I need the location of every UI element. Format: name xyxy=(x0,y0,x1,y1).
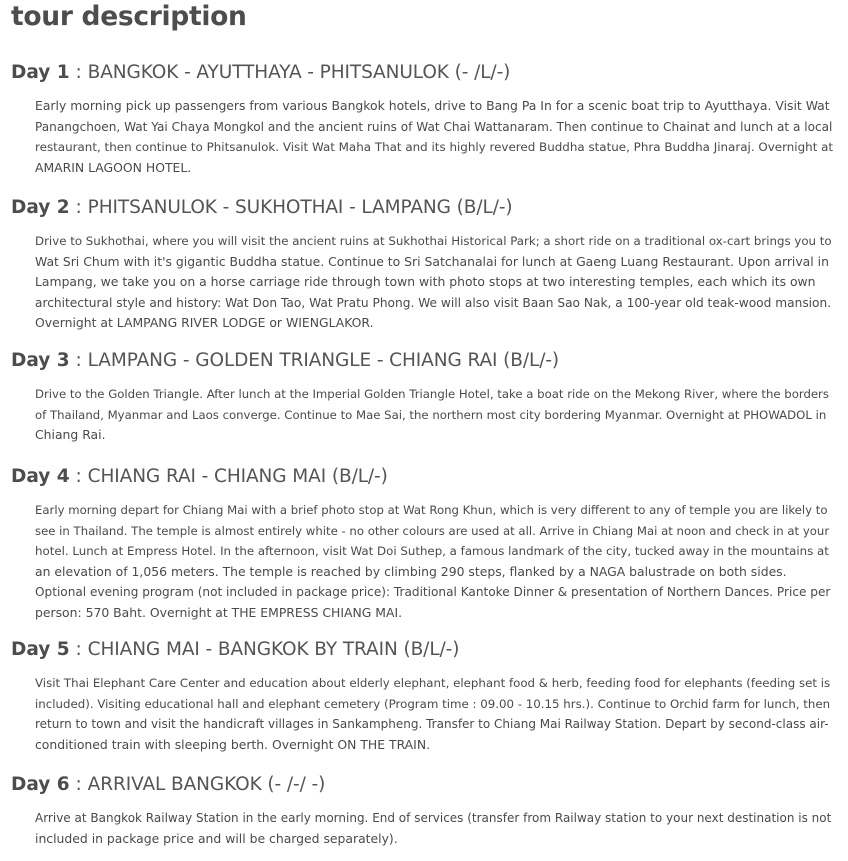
description-line: Optional evening program (not included in package price): Traditional Kantoke Dinner & presentation of Northern Dances. Price per xyxy=(35,585,831,599)
day-label: Day 6 xyxy=(11,774,70,795)
day-label: Day 3 xyxy=(11,350,70,371)
description-line: conditioned train with sleeping berth. Overnight ON THE TRAIN. xyxy=(35,736,431,752)
description-line: see in Thailand. The temple is almost entirely white - no other colours are used at all. Arrive in Chiang Mai at noon and check in at your xyxy=(35,523,830,538)
description-line: hotel. Lunch at Empress Hotel. In the afternoon, visit Wat Doi Suthep, a famous landmark of the city, tucked away in the mountains at xyxy=(35,544,829,558)
description-line: Chiang Rai. xyxy=(35,427,106,442)
description-line: Arrive at Bangkok Railway Station in the early morning. End of services (transfer from Railway station to your next destination is not xyxy=(35,811,832,825)
day-separator: : xyxy=(69,466,88,487)
day-5-heading xyxy=(11,638,459,662)
description-line: return to town and visit the handicraft villages in Sankampheng. Transfer to Chiang Mai Railway Station. Depart by second-class air- xyxy=(35,717,829,731)
description-line: of Thailand, Myanmar and Laos converge. Continue to Mae Sai, the northern most city bordering Myanmar. Overnight at PHOWADOL in xyxy=(35,407,827,422)
day-4-description xyxy=(35,500,833,623)
day-separator: : xyxy=(69,197,88,218)
description-line: Lampang, we take you on a horse carriage ride through town with photo stops at two interesting temples, each which its own xyxy=(35,274,816,289)
page-title: tour description xyxy=(11,1,247,32)
description-line: restaurant, then continue to Phitsanulok. Visit Wat Maha That and its highly revered Buddha statue, Phra Buddha Jinaraj. Overnight at xyxy=(35,140,834,154)
day-label: Day 5 xyxy=(11,639,70,660)
description-line: Early morning depart for Chiang Mai with a brief photo stop at Wat Rong Khun, which is very different to any of temple you are likely to xyxy=(35,503,828,517)
description-line: Wat Sri Chum with it's gigantic Buddha statue. Continue to Sri Satchanalai for lunch at Gaeng Luang Restaurant. Upon arrival in xyxy=(35,253,829,269)
description-line: architectural style and history: Wat Don Tao, Wat Pratu Phong. We will also visit Baan Sao Nak, a 100-year old teak-wood mansion. xyxy=(35,295,832,310)
day-label: Day 4 xyxy=(11,466,70,487)
day-1-heading xyxy=(11,61,510,85)
day-title: LAMPANG - GOLDEN TRIANGLE - CHIANG RAI (B/L/-) xyxy=(87,350,560,371)
day-separator: : xyxy=(69,350,88,371)
description-line: Early morning pick up passengers from various Bangkok hotels, drive to Bang Pa In for a scenic boat trip to Ayutthaya. Visit Wat xyxy=(35,98,830,113)
day-title: BANGKOK - AYUTTHAYA - PHITSANULOK (- /L/-) xyxy=(87,62,511,83)
description-line: Visit Thai Elephant Care Center and education about elderly elephant, elephant food & herb, feeding food for elephants (feeding set is xyxy=(35,676,831,690)
description-line: an elevation of 1,056 meters. The temple is reached by climbing 290 steps, flanked by a NAGA balustrade on both sides. xyxy=(35,563,787,579)
day-4-heading xyxy=(11,465,388,489)
day-separator: : xyxy=(69,639,88,660)
day-2-description xyxy=(35,231,833,334)
description-line: Panangchoen, Wat Yai Chaya Mongkol and the ancient ruins of Wat Chai Wattanaram. Then continue to Chainat and lunch at a local xyxy=(35,119,833,134)
day-title: CHIANG RAI - CHIANG MAI (B/L/-) xyxy=(87,466,388,487)
day-3-description xyxy=(35,384,833,446)
description-line: AMARIN LAGOON HOTEL. xyxy=(35,159,192,175)
description-line: Drive to Sukhothai, where you will visit the ancient ruins at Sukhothai Historical Park; a short ride on a traditional ox-cart brings you to xyxy=(35,234,832,248)
day-label: Day 1 xyxy=(11,62,70,83)
description-line: Overnight at LAMPANG RIVER LODGE or WIENGLAKOR. xyxy=(35,315,374,330)
day-label: Day 2 xyxy=(11,197,70,218)
day-5-description xyxy=(35,673,833,755)
day-3-heading xyxy=(11,349,559,373)
day-separator: : xyxy=(69,62,88,83)
day-2-heading xyxy=(11,196,513,220)
description-line: person: 570 Baht. Overnight at THE EMPRESS CHIANG MAI. xyxy=(35,604,403,620)
day-title: ARRIVAL BANGKOK (- /-/ -) xyxy=(87,774,326,795)
day-title: PHITSANULOK - SUKHOTHAI - LAMPANG (B/L/-) xyxy=(87,197,513,218)
day-title: CHIANG MAI - BANGKOK BY TRAIN (B/L/-) xyxy=(87,639,460,660)
day-1-description xyxy=(35,96,833,178)
description-line: Drive to the Golden Triangle. After lunch at the Imperial Golden Triangle Hotel, take a boat ride on the Mekong River, where the borders xyxy=(35,387,829,401)
day-6-description xyxy=(35,808,833,849)
day-separator: : xyxy=(69,774,88,795)
description-line: included in package price and will be charged separately). xyxy=(35,830,398,846)
description-line: included). Visiting educational hall and elephant cemetery (Program time : 09.00 - 10.15 hrs.). Continue to Orchid farm for lunch, then xyxy=(35,696,831,711)
day-6-heading xyxy=(11,773,325,797)
